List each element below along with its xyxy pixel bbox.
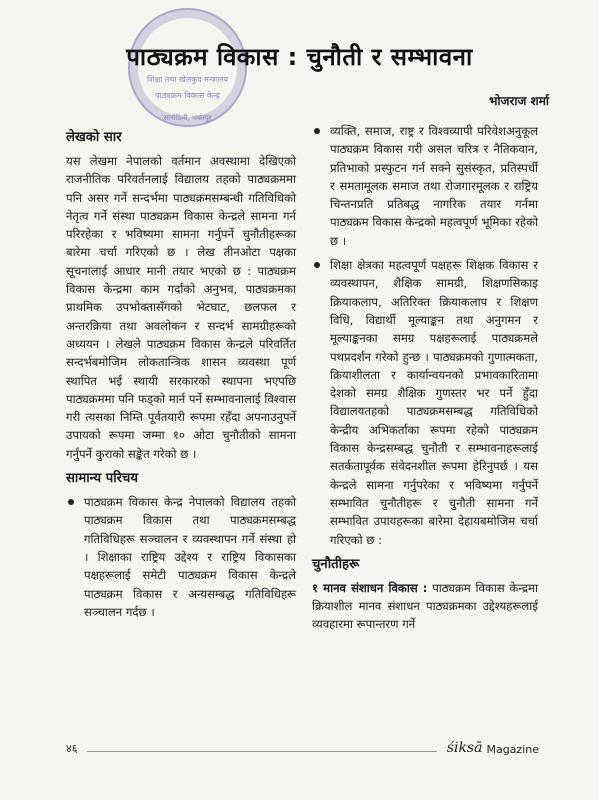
challenges-heading: चुनौतीहरू xyxy=(312,556,360,572)
bullet-icon xyxy=(314,262,320,268)
bullet-icon xyxy=(314,128,320,134)
abstract-heading: लेखको सार xyxy=(66,130,122,145)
author-name: भोजराज शर्मा xyxy=(489,94,549,108)
bullet-icon xyxy=(68,499,74,505)
bullet-text: पाठ्यक्रम विकास केन्द्र नेपालको विद्यालय तहको पाठ्यक्रम विकास तथा पाठ्यक्रमसम्बद्ध गतिविधिहरू सञ्चालन र व्यवस्थापन गर्ने संस्था हो । शिक्षाका राष्ट्रिय उद्देश्य र राष्ट्रिय विकासका पक्षहरूलाई समेटी पाठ्यक्रम विकास केन्द्रले पाठ्यक्रम विकास र अन्यसम्बद्ध गतिविधिहरू सञ्चालन गर्दछ । xyxy=(84,495,296,619)
stamp-line-2: पाठ्यक्रम विकास केन्द्र xyxy=(155,91,220,100)
list-item xyxy=(66,493,296,621)
challenge-item-1 xyxy=(312,579,538,634)
stamp-line-3: सानोठिमी, भक्तपुर xyxy=(163,114,212,122)
bullet-text: व्यक्ति, समाज, राष्ट्र र विश्वव्यापी परिवेशअनुकूल पाठ्यक्रम विकास गरी असल चरित्र र नैतिकवान, प्रतिभाको प्रस्फुटन गर्न सक्ने सुसंस्कृत, प्रतिस्पर्धी र समतामूलक समाज तथा रोजगारमूलक र राष्ट्रिय चिन्तनप्रति प्रतिबद्ध नागरिक तयार गर्नमा पाठ्यक्रम विकास केन्द्रको महत्वपूर्ण भूमिका रहेको छ । xyxy=(330,124,538,248)
right-column xyxy=(312,122,538,640)
challenge-item-1-label: १ मानव संशाधन विकास : xyxy=(312,580,428,595)
article-title: पाठ्यक्रम विकास : चुनौती र सम्भावना xyxy=(126,43,473,71)
list-item xyxy=(312,256,538,549)
left-column xyxy=(66,122,296,627)
footer-rule xyxy=(87,751,436,752)
stamp-line-1: शिक्षा तथा खेलकुद मन्त्रालय xyxy=(147,75,228,84)
abstract-text: यस लेखमा नेपालको वर्तमान अवस्थामा देखिएको राजनीतिक परिवर्तनलाई विद्यालय तहको पाठ्यक्रममा पनि असर गर्ने सन्दर्भमा पाठ्यक्रमसम्बन्धी गतिविधिको नेतृत्व गर्ने संस्था पाठ्यक्रम विकास केन्द्रले सामना गर्न परिरहेका र भविष्यमा सामना गर्नुपर्ने चुनौतीहरूका बारेमा चर्चा गरिएको छ । लेख तीनओटा पक्षका सूचनालाई आधार मानी तयार भएको छ : पाठ्यक्रम विकास केन्द्रमा काम गर्दाको अनुभव, पाठ्यक्रमका प्राथमिक उपभोक्तासँगको भेटघाट, छलफल र अन्तरक्रिया तथा अवलोकन र सन्दर्भ सामग्रीहरूको अध्ययन । लेखले पाठ्यक्रम विकास केन्द्रले परिवर्तित सन्दर्भबमोजिम लोकतान्त्रिक शासन व्यवस्था पूर्ण स्थापित भई स्थायी सरकारको स्थापना भएपछि पाठ्यक्रममा पनि फड्को मार्न पर्ने सम्भावनालाई विश्वास गरी त्यसका निम्ति पूर्वतयारी रूपमा रहँदा अपनाउनुपर्ने उपायको रूपमा जम्मा १० ओटा चुनौतीको सामना गर्नुपर्ने कुराको सङ्केत गरेको छ । xyxy=(66,154,296,461)
list-item xyxy=(312,122,538,250)
bullet-text: शिक्षा क्षेत्रका महत्वपूर्ण पक्षहरू शिक्षक विकास र व्यवस्थापन, शैक्षिक सामग्री, शिक्षणसिकाइ क्रियाकलाप, अतिरिक्त क्रियाकलाप र शिक्षण विधि, विद्यार्थी मूल्याङ्कन तथा अनुगमन र मूल्याङ्कनका समग्र पक्षहरूलाई पाठ्यक्रमले पथप्रदर्शन गरेको हुन्छ । पाठ्यक्रमको गुणात्मकता, क्रियाशीलता र कार्यान्वयनको प्रभावकारितामा देशको समग्र शैक्षिक गुणस्तर भर पर्ने हुँदा विद्यालयतहको पाठ्यक्रमसम्बद्ध गतिविधिको केन्द्रीय अभिकर्ताका रूपमा रहेको पाठ्यक्रम विकास केन्द्रसम्बद्ध चुनौती र सम्भावनाहरूलाई सतर्कतापूर्वक संवेदनशील रूपमा हेरिनुपर्छ । यस केन्द्रले सामना गर्नुपरेका र भविष्यमा गर्नुपर्ने सम्भावित चुनौतीहरू र चुनौती सामना गर्ने सम्भावित उपायहरूका बारेमा देहायबमोजिम चर्चा गरिएको छ : xyxy=(330,258,538,547)
introduction-heading: सामान्य परिचय xyxy=(66,471,139,487)
challenge-item-1-text: पाठ्यक्रम विकास केन्द्रमा क्रियाशील मानव संशाधन पाठ्यक्रमका उद्देश्यहरूलाई व्यवहारमा रूपान्तरण गर्ने xyxy=(312,580,538,632)
page-number: ४६ xyxy=(66,742,78,755)
page-footer xyxy=(66,740,539,756)
magazine-brand: śiksā xyxy=(446,740,483,756)
magazine-label: Magazine xyxy=(486,743,539,756)
